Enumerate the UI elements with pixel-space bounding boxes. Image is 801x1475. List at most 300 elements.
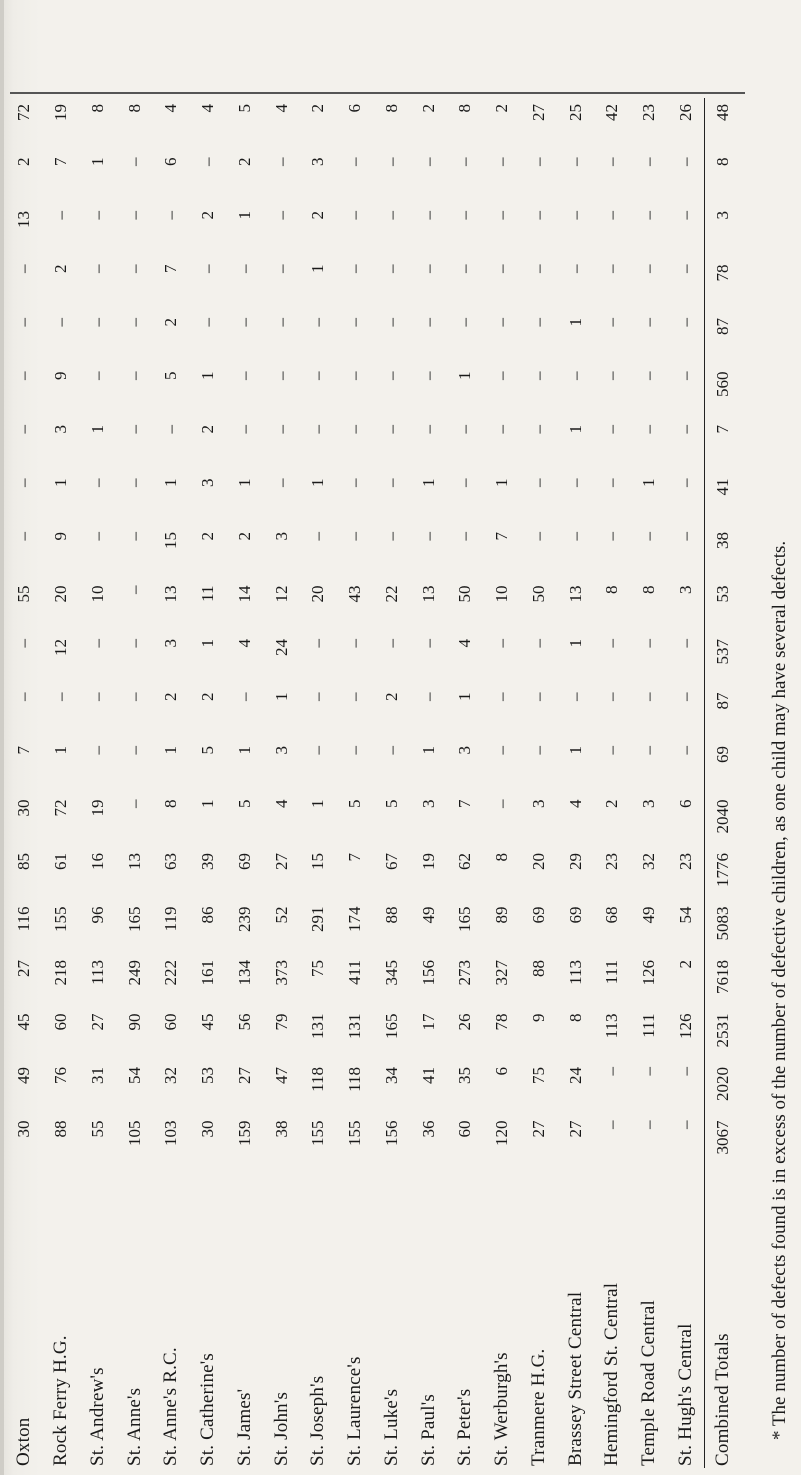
totals-row [704, 98, 741, 1468]
table-cell: – [675, 157, 695, 166]
table-cell: 1 [198, 639, 218, 648]
table-cell: 8 [492, 853, 512, 862]
table-cell: – [381, 746, 401, 755]
table-cell: 49 [639, 906, 659, 924]
table-cell: – [418, 425, 438, 434]
table-cell: 1 [565, 639, 585, 648]
table-cell: – [639, 318, 659, 327]
table-cell: 53 [198, 1067, 218, 1084]
table-cell: 45 [198, 1013, 218, 1031]
table-cell: 1 [565, 746, 585, 755]
table-cell: – [87, 746, 107, 755]
table-cell: – [271, 318, 291, 327]
table-cell: – [492, 639, 512, 648]
table-cell: 3 [161, 639, 181, 648]
table-top-rule [10, 92, 745, 94]
table-cell: 5 [234, 104, 254, 113]
table-cell: 50 [455, 585, 475, 603]
binding-edge [0, 0, 4, 1475]
total-cell: 2040 [704, 794, 741, 848]
table-cell: – [418, 264, 438, 273]
table-cell: – [381, 157, 401, 166]
table-body [6, 98, 741, 1468]
school-name: St. Paul's [417, 1394, 439, 1466]
table-cell: 131 [308, 1013, 328, 1039]
table-cell: 27 [14, 960, 34, 977]
table-cell: 20 [308, 585, 328, 603]
school-name: St. Anne's R.C. [160, 1347, 182, 1466]
table-cell: 60 [51, 1013, 71, 1031]
total-cell: 2531 [704, 1008, 741, 1062]
table-cell: – [675, 1067, 695, 1076]
table-cell: 218 [51, 960, 71, 986]
total-cell: 560 [704, 366, 741, 420]
table-cell: – [565, 478, 585, 487]
table-cell: – [161, 425, 181, 434]
table-cell: 5 [161, 371, 181, 380]
table-cell: 1 [308, 264, 328, 273]
total-cell: 3067 [704, 1115, 741, 1169]
table-cell: 54 [675, 906, 695, 924]
table-cell: – [345, 264, 365, 273]
school-name: St. Luke's [380, 1388, 402, 1466]
table-cell: 42 [602, 104, 622, 121]
table-cell: – [675, 211, 695, 220]
table-cell: 411 [345, 960, 365, 985]
table-cell: – [639, 1120, 659, 1129]
table-cell: – [14, 478, 34, 487]
school-name: Temple Road Central [638, 1299, 660, 1466]
table-cell: 126 [639, 960, 659, 986]
school-name: Brassey Street Central [564, 1291, 586, 1466]
total-cell: 38 [704, 526, 741, 580]
table-cell: 69 [565, 906, 585, 924]
table-cell: 10 [492, 585, 512, 603]
table-cell: – [124, 478, 144, 487]
table-cell: – [271, 425, 291, 434]
table-cell: – [492, 746, 512, 755]
table-cell: 68 [602, 906, 622, 924]
table-cell: – [639, 746, 659, 755]
table-cell: – [565, 692, 585, 701]
table-cell: 155 [308, 1120, 328, 1146]
table-cell: – [602, 318, 622, 327]
total-cell: 78 [704, 259, 741, 313]
table-cell: 155 [345, 1120, 365, 1146]
table-row [6, 98, 43, 1468]
table-cell: – [381, 371, 401, 380]
total-cell: 53 [704, 580, 741, 634]
table-cell: 1 [418, 746, 438, 755]
table-cell: 34 [381, 1067, 401, 1084]
table-cell: 32 [161, 1067, 181, 1084]
table-cell: 13 [14, 211, 34, 228]
table-cell: 174 [345, 906, 365, 932]
table-cell: – [124, 157, 144, 166]
table-cell: – [345, 532, 365, 541]
table-cell: 75 [528, 1067, 548, 1084]
table-cell: 4 [234, 639, 254, 648]
table-cell: 3 [418, 799, 438, 808]
table-cell: 6 [345, 104, 365, 113]
table-cell: 156 [381, 1120, 401, 1146]
table-cell: 249 [124, 960, 144, 986]
school-name: St. Laurence's [344, 1356, 366, 1466]
table-cell: 88 [51, 1120, 71, 1138]
table-cell: – [639, 425, 659, 434]
table-cell: 8 [124, 104, 144, 113]
table-cell: – [675, 264, 695, 273]
table-cell: 88 [528, 960, 548, 977]
table-cell: – [528, 264, 548, 273]
table-cell: – [602, 211, 622, 220]
table-row [447, 98, 484, 1468]
table-cell: 3 [675, 585, 695, 594]
table-cell: 10 [87, 585, 107, 603]
table-cell: 67 [381, 853, 401, 870]
table-cell: – [675, 692, 695, 701]
table-cell: 5 [234, 799, 254, 808]
table-cell: 1 [161, 478, 181, 487]
table-cell: – [528, 157, 548, 166]
table-row [300, 98, 337, 1468]
table-cell: – [639, 532, 659, 541]
total-cell: 87 [704, 312, 741, 366]
table-cell: 105 [124, 1120, 144, 1146]
table-cell: 113 [87, 960, 107, 985]
table-cell: 8 [381, 104, 401, 113]
table-cell: – [492, 157, 512, 166]
table-cell: 5 [198, 746, 218, 755]
table-cell: – [418, 532, 438, 541]
table-cell: – [492, 211, 512, 220]
table-cell: – [565, 264, 585, 273]
table-cell: 62 [455, 853, 475, 870]
table-cell: 50 [528, 585, 548, 603]
total-cell: 87 [704, 687, 741, 741]
table-cell: – [271, 371, 291, 380]
table-row [153, 98, 190, 1468]
table-cell: 24 [565, 1067, 585, 1084]
table-cell: – [639, 371, 659, 380]
defects-table-rotated [6, 98, 741, 1468]
table-cell: 1 [234, 478, 254, 487]
table-cell: 88 [381, 906, 401, 924]
table-cell: – [675, 532, 695, 541]
table-cell: 12 [271, 585, 291, 603]
table-cell: – [198, 318, 218, 327]
table-cell: – [492, 425, 512, 434]
table-cell: – [234, 692, 254, 701]
table-cell: – [528, 478, 548, 487]
table-cell: – [124, 211, 144, 220]
footnote-container [752, 100, 792, 1440]
table-cell: 3 [198, 478, 218, 487]
table-cell: 25 [565, 104, 585, 121]
table-cell: – [528, 692, 548, 701]
table-cell: 35 [455, 1067, 475, 1084]
table-cell: 43 [345, 585, 365, 603]
table-cell: 3 [51, 425, 71, 434]
table-cell: – [308, 371, 328, 380]
table-cell: 3 [308, 157, 328, 166]
table-cell: 19 [418, 853, 438, 870]
table-cell: – [528, 639, 548, 648]
table-cell: 60 [455, 1120, 475, 1138]
table-cell: 8 [639, 585, 659, 594]
table-cell: 1 [308, 478, 328, 487]
table-cell: – [418, 211, 438, 220]
table-cell: – [87, 264, 107, 273]
table-cell: 1 [418, 478, 438, 487]
table-cell: – [455, 532, 475, 541]
table-cell: 2 [675, 960, 695, 969]
table-cell: – [602, 157, 622, 166]
table-cell: 22 [381, 585, 401, 603]
school-name: St. James' [233, 1388, 255, 1466]
table-cell: – [14, 639, 34, 648]
table-cell: – [675, 478, 695, 487]
table-cell: – [455, 318, 475, 327]
table-cell: 15 [161, 532, 181, 549]
table-cell: 86 [198, 906, 218, 924]
table-cell: 23 [639, 104, 659, 121]
table-cell: 72 [14, 104, 34, 121]
table-cell: 19 [51, 104, 71, 121]
table-cell: – [455, 478, 475, 487]
table-cell: 39 [198, 853, 218, 870]
table-cell: – [14, 318, 34, 327]
table-cell: – [675, 639, 695, 648]
table-cell: 30 [14, 799, 34, 817]
table-cell: – [124, 264, 144, 273]
table-cell: 111 [639, 1013, 659, 1038]
table-cell: 4 [271, 104, 291, 113]
table-cell: 12 [51, 639, 71, 656]
table-cell: – [234, 371, 254, 380]
table-cell: – [124, 585, 144, 594]
table-cell: 2 [51, 264, 71, 273]
table-cell: 3 [455, 746, 475, 755]
table-cell: 96 [87, 906, 107, 924]
table-cell: 15 [308, 853, 328, 870]
table-cell: – [345, 639, 365, 648]
table-cell: – [528, 746, 548, 755]
table-cell: 2 [492, 104, 512, 113]
table-cell: 345 [381, 960, 401, 986]
table-cell: 2 [308, 211, 328, 220]
table-cell: 1 [161, 746, 181, 755]
school-name: St. Joseph's [307, 1375, 329, 1466]
table-cell: – [675, 1120, 695, 1129]
total-cell: 8 [704, 152, 741, 206]
table-cell: 1 [455, 371, 475, 380]
table-cell: 156 [418, 960, 438, 986]
table-cell: – [639, 692, 659, 701]
table-cell: 1 [234, 746, 254, 755]
table-cell: 26 [675, 104, 695, 121]
table-cell: – [455, 425, 475, 434]
table-cell: 45 [14, 1013, 34, 1031]
table-cell: – [602, 532, 622, 541]
school-name: St. Andrew's [86, 1367, 108, 1466]
table-cell: 8 [455, 104, 475, 113]
table-cell: – [492, 318, 512, 327]
table-cell: – [528, 425, 548, 434]
table-cell: – [124, 799, 144, 808]
table-cell: 27 [87, 1013, 107, 1031]
table-cell: 27 [528, 104, 548, 121]
school-name: Hemingford St. Central [601, 1282, 623, 1466]
table-cell: – [639, 639, 659, 648]
table-cell: – [418, 639, 438, 648]
table-cell: 29 [565, 853, 585, 870]
table-cell: 3 [639, 799, 659, 808]
table-row [557, 98, 594, 1468]
table-cell: 49 [418, 906, 438, 924]
table-cell: – [14, 264, 34, 273]
table-cell: – [234, 318, 254, 327]
table-cell: – [124, 692, 144, 701]
table-cell: 119 [161, 906, 181, 932]
school-name: Oxton [13, 1417, 35, 1466]
table-cell: 126 [675, 1013, 695, 1039]
table-cell: – [87, 478, 107, 487]
table-cell: 38 [271, 1120, 291, 1138]
table-cell: – [87, 211, 107, 220]
table-cell: – [87, 639, 107, 648]
table-cell: 26 [455, 1013, 475, 1031]
table-cell: 56 [234, 1013, 254, 1031]
total-cell: 537 [704, 633, 741, 687]
table-cell: 165 [381, 1013, 401, 1039]
table-cell: 3 [271, 532, 291, 541]
table-cell: 8 [565, 1013, 585, 1022]
table-cell: 76 [51, 1067, 71, 1084]
table-cell: 49 [14, 1067, 34, 1084]
table-cell: – [124, 639, 144, 648]
table-cell: – [345, 371, 365, 380]
table-cell: 63 [161, 853, 181, 870]
table-row [80, 98, 117, 1468]
table-cell: – [492, 371, 512, 380]
table-cell: 373 [271, 960, 291, 986]
table-cell: – [381, 478, 401, 487]
table-cell: 1 [198, 799, 218, 808]
table-cell: 9 [51, 371, 71, 380]
table-cell: – [271, 157, 291, 166]
table-cell: – [602, 371, 622, 380]
table-cell: – [345, 211, 365, 220]
table-cell: – [308, 318, 328, 327]
table-cell: 273 [455, 960, 475, 986]
table-cell: 55 [14, 585, 34, 603]
table-cell: 61 [51, 853, 71, 870]
table-row [227, 98, 264, 1468]
table-cell: 19 [87, 799, 107, 817]
table-cell: 2 [198, 425, 218, 434]
table-cell: 116 [14, 906, 34, 932]
table-cell: 2 [234, 532, 254, 541]
table-cell: 159 [234, 1120, 254, 1146]
table-cell: 239 [234, 906, 254, 932]
school-name: St. Peter's [454, 1388, 476, 1466]
table-cell: – [381, 425, 401, 434]
school-name: St. Werburgh's [491, 1352, 513, 1466]
table-cell: 54 [124, 1067, 144, 1084]
table-cell: – [308, 746, 328, 755]
table-cell: 1 [308, 799, 328, 808]
table-cell: 2 [198, 211, 218, 220]
table-cell: 1 [565, 318, 585, 327]
table-cell: 13 [161, 585, 181, 603]
table-cell: 4 [161, 104, 181, 113]
table-cell: – [492, 799, 512, 808]
table-cell: – [565, 211, 585, 220]
table-cell: – [271, 478, 291, 487]
school-name: Rock Ferry H.G. [50, 1335, 72, 1466]
table-cell: – [602, 425, 622, 434]
table-cell: – [565, 157, 585, 166]
table-cell: 8 [161, 799, 181, 808]
table-cell: – [418, 371, 438, 380]
table-cell: – [271, 264, 291, 273]
table-cell: 2 [198, 692, 218, 701]
table-cell: – [602, 639, 622, 648]
table-cell: – [124, 532, 144, 541]
table-cell: 79 [271, 1013, 291, 1031]
table-cell: – [345, 425, 365, 434]
table-cell: 2 [161, 692, 181, 701]
table-cell: 13 [565, 585, 585, 603]
table-cell: 2 [161, 318, 181, 327]
table-cell: 4 [455, 639, 475, 648]
total-cell: 41 [704, 473, 741, 527]
table-cell: 113 [565, 960, 585, 985]
table-cell: 7 [161, 264, 181, 273]
table-cell: 36 [418, 1120, 438, 1138]
table-cell: 7 [345, 853, 365, 862]
table-cell: – [308, 692, 328, 701]
table-cell: 2 [198, 532, 218, 541]
total-cell: 7 [704, 419, 741, 473]
table-cell: – [87, 692, 107, 701]
table-cell: 1 [271, 692, 291, 701]
table-cell: 30 [198, 1120, 218, 1138]
table-cell: 16 [87, 853, 107, 870]
table-cell: – [602, 478, 622, 487]
table-cell: 9 [528, 1013, 548, 1022]
table-row [337, 98, 374, 1468]
table-cell: 30 [14, 1120, 34, 1138]
table-cell: – [308, 639, 328, 648]
table-cell: 90 [124, 1013, 144, 1031]
rotated-table-container [6, 98, 741, 1468]
table-cell: – [675, 371, 695, 380]
table-cell: – [14, 692, 34, 701]
table-row [631, 98, 668, 1468]
table-cell: – [381, 318, 401, 327]
totals-label: Combined Totals [704, 1168, 741, 1468]
table-cell: 118 [308, 1067, 328, 1092]
school-name: St. John's [270, 1391, 292, 1466]
table-row [410, 98, 447, 1468]
table-cell: 134 [234, 960, 254, 986]
school-name: Tranmere H.G. [527, 1348, 549, 1466]
table-cell: 1 [492, 478, 512, 487]
table-cell: 113 [602, 1013, 622, 1039]
table-cell: 111 [602, 960, 622, 985]
